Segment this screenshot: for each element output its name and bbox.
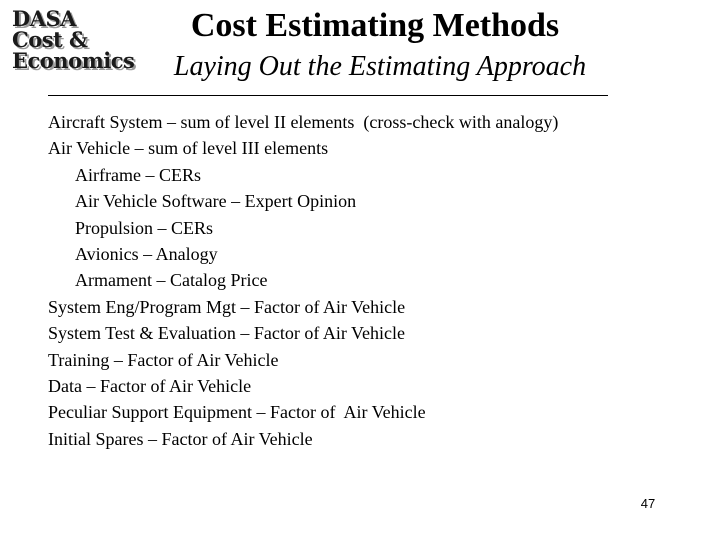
logo-line-3: Economics xyxy=(12,48,135,73)
list-item: Airframe – CERs xyxy=(75,164,201,185)
slide-subtitle: Laying Out the Estimating Approach xyxy=(173,51,587,82)
list-item: Peculiar Support Equipment – Factor of Air Vehicle xyxy=(48,402,426,423)
logo-line-1: DASA xyxy=(12,6,76,31)
list-item: Avionics – Analogy xyxy=(75,244,218,265)
list-item: Aircraft System – sum of level II elements (cross-check with analogy) xyxy=(48,112,559,132)
list-item: Training – Factor of Air Vehicle xyxy=(48,349,279,370)
estimating-approach-list xyxy=(48,109,558,452)
list-item: Data – Factor of Air Vehicle xyxy=(48,376,252,397)
list-item: System Eng/Program Mgt – Factor of Air Vehicle xyxy=(48,296,406,317)
list-item: Armament – Catalog Price xyxy=(75,270,268,291)
title-divider xyxy=(48,95,608,96)
list-item: System Test & Evaluation – Factor of Air Vehicle xyxy=(48,323,406,344)
list-item: Propulsion – CERs xyxy=(75,217,214,238)
slide-title: Cost Estimating Methods xyxy=(190,7,560,44)
page-number: 47 xyxy=(640,496,656,511)
logo-line-2: Cost & xyxy=(12,27,88,52)
list-item: Air Vehicle – sum of level III elements xyxy=(48,138,329,159)
list-item: Air Vehicle Software – Expert Opinion xyxy=(75,191,357,212)
dasa-logo xyxy=(12,6,135,74)
list-item: Initial Spares – Factor of Air Vehicle xyxy=(48,428,313,449)
